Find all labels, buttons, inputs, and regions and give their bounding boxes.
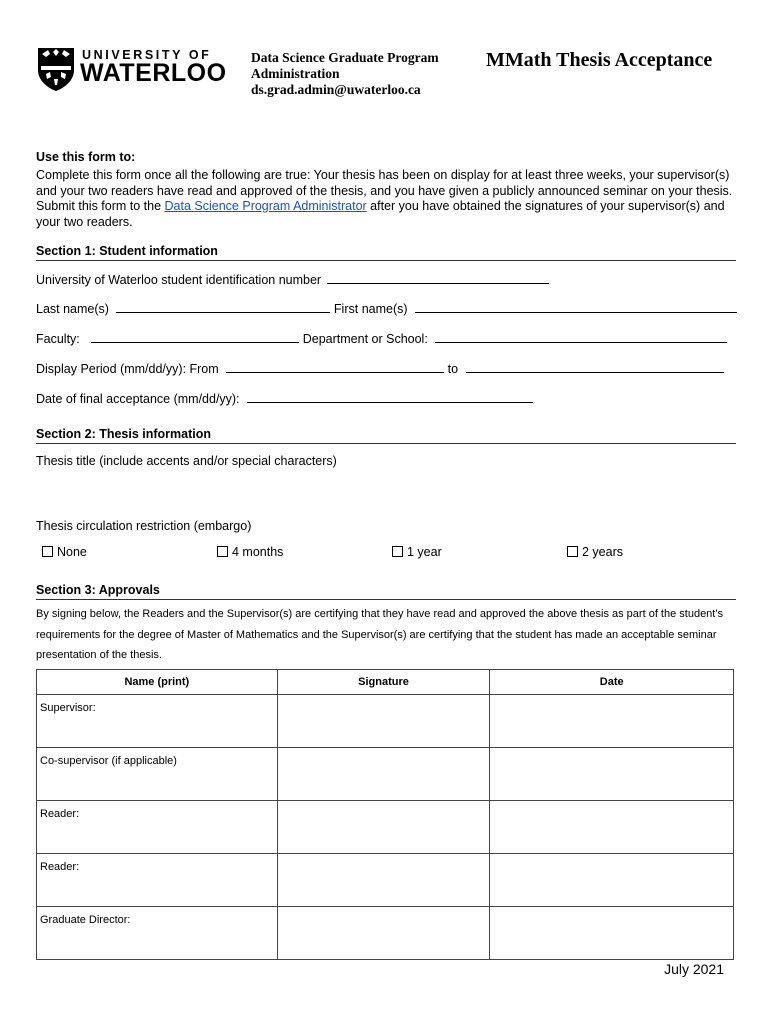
restriction-label: Thesis circulation restriction (embargo) <box>36 519 252 533</box>
footer-date: July 2021 <box>664 961 724 977</box>
administrator-link[interactable]: Data Science Program Administrator <box>164 199 367 213</box>
table-row <box>37 748 734 801</box>
intro-text-start: Complete this form once all the following are true: Your thesis has been on display for at least three weeks, your supervisor(s) and your two readers have read and approved of the thesis, and you have given a publicly announced seminar on your thesis. Submit this form to the <box>36 168 733 213</box>
column-header-name: Name (print) <box>37 670 278 695</box>
section3-heading: Section 3: Approvals <box>36 583 736 600</box>
student-id-label: University of Waterloo student identification number <box>36 273 322 287</box>
office-contact <box>251 50 439 98</box>
column-header-signature: Signature <box>277 670 490 695</box>
intro-text <box>36 168 736 230</box>
table-row <box>37 854 734 907</box>
co-supervisor-date-cell[interactable] <box>490 748 734 801</box>
graduate-director-name-cell[interactable]: Graduate Director: <box>37 907 278 960</box>
display-period-row <box>36 360 724 376</box>
supervisor-signature-cell[interactable] <box>277 695 490 748</box>
office-name-line2: Administration <box>251 66 340 81</box>
logo-line-university: UNIVERSITY OF <box>82 48 212 62</box>
reader1-signature-cell[interactable] <box>277 801 490 854</box>
office-name: Data Science Graduate Program <box>251 50 439 65</box>
co-supervisor-signature-cell[interactable] <box>277 748 490 801</box>
display-to-label: to <box>447 362 459 376</box>
option-1-year[interactable] <box>392 545 442 559</box>
intro-text-end: after you have obtained the signatures of your supervisor(s) and your two readers. <box>36 199 725 229</box>
name-row <box>36 300 737 316</box>
checkbox-icon[interactable] <box>42 546 53 557</box>
option-4-months[interactable] <box>217 545 283 559</box>
approvals-table <box>36 669 734 960</box>
option-none-label: None <box>57 545 87 559</box>
option-1-year-label: 1 year <box>407 545 442 559</box>
table-row <box>37 695 734 748</box>
supervisor-name-cell[interactable]: Supervisor: <box>37 695 278 748</box>
table-row <box>37 801 734 854</box>
intro-heading: Use this form to: <box>36 150 136 164</box>
option-4-months-label: 4 months <box>232 545 284 559</box>
section2-heading: Section 2: Thesis information <box>36 427 736 444</box>
thesis-title-label: Thesis title (include accents and/or special characters) <box>36 454 337 468</box>
reader1-date-cell[interactable] <box>490 801 734 854</box>
first-name-label: First name(s) <box>333 302 408 316</box>
student-id-row <box>36 271 549 287</box>
section1-heading: Section 1: Student information <box>36 244 736 261</box>
checkbox-icon[interactable] <box>392 546 403 557</box>
final-acceptance-row <box>36 390 533 406</box>
approvals-text: By signing below, the Readers and the Supervisor(s) are certifying that they have read and approved the above thesis as part of the student's requirements for the degree of Master of Mathematics and the Supervisor(s) are certifying that the student has made an acceptable seminar presentation of the thesis. <box>36 608 723 661</box>
display-from-field[interactable] <box>226 360 444 373</box>
table-row <box>37 907 734 960</box>
faculty-row <box>36 330 727 346</box>
supervisor-date-cell[interactable] <box>490 695 734 748</box>
office-email[interactable]: ds.grad.admin@uwaterloo.ca <box>251 82 421 97</box>
display-to-field[interactable] <box>466 360 724 373</box>
department-field[interactable] <box>435 330 727 343</box>
last-name-label: Last name(s) <box>36 302 109 316</box>
faculty-label: Faculty: <box>36 332 80 346</box>
last-name-field[interactable] <box>116 300 330 313</box>
final-acceptance-label: Date of final acceptance (mm/dd/yy): <box>36 392 240 406</box>
faculty-field[interactable] <box>91 330 299 343</box>
option-2-years[interactable] <box>567 545 623 559</box>
display-period-label: Display Period (mm/dd/yy): From <box>36 362 219 376</box>
reader2-signature-cell[interactable] <box>277 854 490 907</box>
option-none[interactable] <box>42 545 87 559</box>
graduate-director-signature-cell[interactable] <box>277 907 490 960</box>
graduate-director-date-cell[interactable] <box>490 907 734 960</box>
column-header-date: Date <box>490 670 734 695</box>
final-acceptance-field[interactable] <box>247 390 533 403</box>
university-logo <box>36 46 227 96</box>
logo-line-waterloo: WATERLOO <box>80 59 227 87</box>
department-label: Department or School: <box>302 332 428 346</box>
student-id-field[interactable] <box>327 271 549 284</box>
form-title: MMath Thesis Acceptance <box>486 49 713 71</box>
thesis-title-field[interactable] <box>36 472 734 516</box>
co-supervisor-name-cell[interactable]: Co-supervisor (if applicable) <box>37 748 278 801</box>
checkbox-icon[interactable] <box>217 546 228 557</box>
reader2-date-cell[interactable] <box>490 854 734 907</box>
option-2-years-label: 2 years <box>582 545 623 559</box>
checkbox-icon[interactable] <box>567 546 578 557</box>
crest-icon <box>36 46 76 92</box>
reader2-name-cell[interactable]: Reader: <box>37 854 278 907</box>
reader1-name-cell[interactable]: Reader: <box>37 801 278 854</box>
first-name-field[interactable] <box>415 300 737 313</box>
table-header-row <box>37 670 734 695</box>
